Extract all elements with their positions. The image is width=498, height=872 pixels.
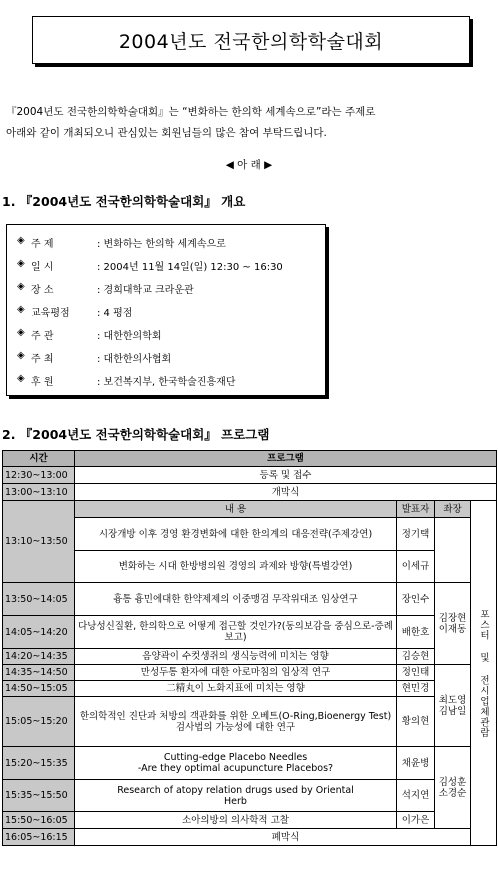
time-cell: 14:20~14:35: [3, 649, 75, 665]
table-row: [3, 812, 497, 829]
time-cell: 13:10~13:50: [3, 501, 75, 583]
presenter-cell: 김승현: [397, 649, 435, 665]
content-cell: [75, 780, 397, 812]
presenter-cell: 배한호: [397, 616, 435, 649]
content-cell: 변화하는 시대 한방병의원 경영의 과제와 방향(특별강연): [75, 551, 397, 583]
presenter-cell: 채윤병: [397, 747, 435, 780]
presenter-cell: 이세규: [397, 551, 435, 583]
program-cell: 등록 및 접수: [75, 467, 497, 484]
section-1-heading: 1. 『2004년도 전국한의학학술대회』 개요: [2, 194, 246, 209]
time-cell: 13:00~13:10: [3, 484, 75, 501]
overview-label: 후 원: [31, 377, 54, 388]
page-title: 2004년도 전국한의학학술대회: [118, 30, 384, 53]
overview-label: 일 시: [31, 262, 54, 273]
overview-value: : 2004년 11월 14일(일) 12:30 ~ 16:30: [97, 262, 283, 273]
overview-row-venue: [17, 281, 194, 296]
overview-row-theme: [17, 235, 226, 250]
chair-cell-empty: [435, 518, 471, 583]
center-note: ◀ 아 래 ▶: [225, 159, 273, 171]
content-line: Cutting-edge Placebo Needles: [163, 752, 308, 763]
page-title-box: [32, 16, 470, 64]
chair-cell: [435, 665, 471, 747]
diamond-bullet-icon: ◈: [17, 327, 25, 338]
presenter-cell: 정기택: [397, 518, 435, 551]
overview-row-date: [17, 258, 283, 273]
content-cell: 만성두통 환자에 대한 아로마침의 임상적 연구: [75, 665, 397, 681]
overview-box: [6, 224, 326, 396]
presenter-cell: 현민경: [397, 681, 435, 697]
content-cell: 한의학적인 진단과 처방의 객관화를 위한 오베트(O-Ring,Bioenergy Test) 검사법의 가능성에 대한 연구: [75, 697, 397, 747]
overview-label: 주 최: [31, 354, 54, 365]
header-time: 시간: [3, 451, 75, 467]
intro-paragraph: [6, 102, 496, 144]
overview-value: : 4 평점: [97, 308, 133, 319]
time-cell: 15:05~15:20: [3, 697, 75, 747]
content-line: Herb: [224, 795, 247, 807]
time-cell: 13:50~14:05: [3, 583, 75, 616]
overview-value: : 경희대학교 크라운관: [97, 285, 194, 296]
presenter-cell: 황의현: [397, 697, 435, 747]
program-cell: 폐막식: [75, 829, 497, 846]
presenter-cell: 이가은: [397, 812, 435, 829]
chair-cell: [435, 583, 471, 665]
table-row: [3, 551, 497, 583]
overview-label: 장 소: [31, 285, 54, 296]
diamond-bullet-icon: ◈: [17, 304, 25, 315]
diamond-bullet-icon: ◈: [17, 350, 25, 361]
content-cell: 시장개방 이후 경영 환경변화에 대한 한의계의 대응전략(주제강연): [75, 518, 397, 551]
chair-name: 김성훈: [438, 776, 467, 788]
time-cell: 12:30~13:00: [3, 467, 75, 484]
table-row: [3, 829, 497, 846]
table-row: [3, 747, 497, 780]
program-table: [2, 450, 497, 846]
section-2-heading: 2. 『2004년도 전국한의학학술대회』 프로그램: [2, 427, 270, 442]
col-chair-header: 좌장: [435, 501, 471, 518]
table-row: [3, 697, 497, 747]
overview-row-sponsor: [17, 373, 236, 388]
content-line: Research of atopy relation drugs used by Oriental: [117, 784, 354, 796]
content-cell: 二精丸이 노화지표에 미치는 영향: [75, 681, 397, 697]
time-cell: 14:05~14:20: [3, 616, 75, 649]
chair-name: 김남일: [438, 705, 467, 717]
chair-name: 김장현: [438, 612, 467, 624]
overview-label: 교육평점: [31, 308, 70, 319]
content-cell: 음양곽이 수컷생쥐의 생식능력에 미치는 영향: [75, 649, 397, 665]
chair-name: 소경순: [438, 787, 467, 799]
presenter-cell: 정인태: [397, 665, 435, 681]
content-cell: 흉통 흉민에대한 한약제제의 이중맹검 무작위대조 임상연구: [75, 583, 397, 616]
presenter-cell: 석지연: [397, 780, 435, 812]
table-row: [3, 518, 497, 551]
content-cell: 소아의방의 의사학적 고찰: [75, 812, 397, 829]
program-cell: 개막식: [75, 484, 497, 501]
time-cell: 15:35~15:50: [3, 780, 75, 812]
overview-label: 주 관: [31, 331, 54, 342]
overview-row-host: [17, 350, 171, 365]
presenter-cell: 장인수: [397, 583, 435, 616]
diamond-bullet-icon: ◈: [17, 235, 25, 246]
overview-value: : 보건복지부, 한국학술진흥재단: [97, 377, 236, 388]
table-row: [3, 467, 497, 484]
intro-line-1: 『2004년도 전국한의학학술대회』는 “변화하는 한의학 세계속으로”라는 주제로: [6, 106, 376, 118]
table-row: [3, 780, 497, 812]
table-row: [3, 616, 497, 649]
col-presenter-header: 발표자: [397, 501, 435, 518]
time-cell: 15:50~16:05: [3, 812, 75, 829]
table-row: [3, 484, 497, 501]
time-cell: 14:35~14:50: [3, 665, 75, 681]
time-cell: 16:05~16:15: [3, 829, 75, 846]
overview-label: 주 제: [31, 239, 54, 250]
chair-cell: [435, 747, 471, 829]
table-row: [3, 665, 497, 681]
overview-row-credits: [17, 304, 132, 319]
table-row: [3, 681, 497, 697]
overview-value: : 대한한의학회: [97, 331, 162, 342]
table-row: [3, 583, 497, 616]
time-cell: 14:50~15:05: [3, 681, 75, 697]
overview-row-organizer: [17, 327, 162, 342]
chair-name: 최도영: [438, 694, 467, 706]
diamond-bullet-icon: ◈: [17, 258, 25, 269]
diamond-bullet-icon: ◈: [17, 281, 25, 292]
content-line: -Are they optimal acupuncture Placebos?: [137, 763, 334, 774]
overview-value: : 변화하는 한의학 세계속으로: [97, 239, 226, 250]
chair-name: 이재동: [438, 623, 467, 635]
overview-value: : 대한한의사협회: [97, 354, 172, 365]
content-cell: 다낭성신질환, 한의학으로 어떻게 접근할 것인가?(동의보감을 중심으로-증례보고): [75, 616, 397, 649]
poster-cell: 포스터 및 전시업체관람: [471, 501, 497, 846]
table-row: [3, 649, 497, 665]
time-cell: 15:20~15:35: [3, 747, 75, 780]
table-subheader-row: [3, 501, 497, 518]
col-content-header: 내 용: [75, 501, 397, 518]
header-program: 프로그램: [75, 451, 497, 467]
intro-line-2: 아래와 같이 개최되오니 관심있는 회원님들의 많은 참여 부탁드립니다.: [6, 127, 327, 139]
diamond-bullet-icon: ◈: [17, 373, 25, 384]
content-cell: [75, 747, 397, 780]
